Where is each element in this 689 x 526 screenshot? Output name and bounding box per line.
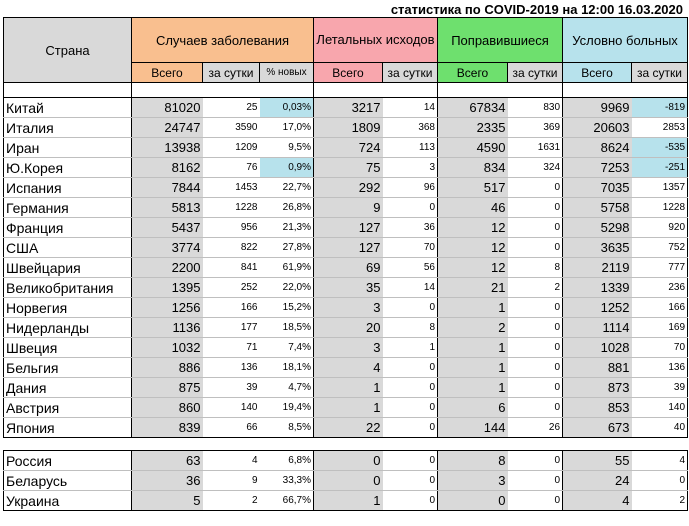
- recovered-per-day-cell: 830: [508, 98, 563, 118]
- recovered-total-cell: 12: [438, 218, 508, 238]
- deaths-per-day-cell: 0: [383, 471, 438, 491]
- active-per-day-cell: 2: [632, 491, 688, 511]
- cases-total-cell: 1032: [132, 338, 203, 358]
- table-row: [4, 158, 688, 178]
- table-row: [4, 451, 688, 471]
- deaths-total-cell: 22: [314, 418, 383, 438]
- recovered-total-cell: 1: [438, 298, 508, 318]
- active-total-cell: 1252: [563, 298, 632, 318]
- cases-pct-new-cell: 27,8%: [260, 238, 314, 258]
- recovered-per-day-cell: 0: [508, 318, 563, 338]
- active-total-cell: 853: [563, 398, 632, 418]
- recovered-per-day-cell: 0: [508, 491, 563, 511]
- cases-per-day-cell: 136: [203, 358, 260, 378]
- cases-per-day-cell: 177: [203, 318, 260, 338]
- deaths-per-day-cell: 368: [383, 118, 438, 138]
- deaths-total-header: Всего: [314, 63, 383, 83]
- cases-pct-new-cell: 6,8%: [260, 451, 314, 471]
- active-per-day-cell: 169: [632, 318, 688, 338]
- spacer-cell: [563, 83, 632, 98]
- cases-total-cell: 886: [132, 358, 203, 378]
- recovered-total-cell: 2: [438, 318, 508, 338]
- active-total-cell: 1339: [563, 278, 632, 298]
- spacer-cell: [203, 438, 260, 451]
- table-row: [4, 358, 688, 378]
- recovered-per-day-cell: 324: [508, 158, 563, 178]
- deaths-total-cell: 1: [314, 378, 383, 398]
- table-row: [4, 198, 688, 218]
- spacer-cell: [260, 83, 314, 98]
- recovered-per-day-header: за сутки: [508, 63, 563, 83]
- deaths-per-day-cell: 0: [383, 198, 438, 218]
- table-row: [4, 98, 688, 118]
- cases-pct-new-cell: 0,03%: [260, 98, 314, 118]
- country-cell: Бельгия: [4, 358, 132, 378]
- deaths-header-label: Летальных исходов: [316, 32, 435, 47]
- country-cell: Великобритания: [4, 278, 132, 298]
- active-total-cell: 881: [563, 358, 632, 378]
- cases-per-day-cell: 1209: [203, 138, 260, 158]
- active-per-day-header: за сутки: [632, 63, 688, 83]
- table-row: [4, 471, 688, 491]
- recovered-header: Поправившиеся: [438, 18, 563, 63]
- page-title: статистика по COVID-2019 на 12:00 16.03.2020: [390, 2, 683, 17]
- table-row: [4, 178, 688, 198]
- deaths-total-cell: 9: [314, 198, 383, 218]
- active-total-cell: 7035: [563, 178, 632, 198]
- cases-pct-new-cell: 19,4%: [260, 398, 314, 418]
- cases-total-cell: 5437: [132, 218, 203, 238]
- spacer-cell: [563, 438, 632, 451]
- table-row: [4, 298, 688, 318]
- active-per-day-cell: -251: [632, 158, 688, 178]
- table-row: [4, 398, 688, 418]
- recovered-total-cell: 67834: [438, 98, 508, 118]
- recovered-per-day-cell: 0: [508, 378, 563, 398]
- deaths-total-cell: 4: [314, 358, 383, 378]
- spacer-cell: [508, 83, 563, 98]
- cases-pct-new-cell: 8,5%: [260, 418, 314, 438]
- recovered-total-cell: 1: [438, 358, 508, 378]
- spacer-cell: [383, 438, 438, 451]
- deaths-per-day-cell: 70: [383, 238, 438, 258]
- table-row: [4, 491, 688, 511]
- table-row: [4, 238, 688, 258]
- recovered-per-day-cell: 0: [508, 471, 563, 491]
- deaths-per-day-cell: 113: [383, 138, 438, 158]
- active-per-day-cell: 136: [632, 358, 688, 378]
- country-cell: Испания: [4, 178, 132, 198]
- country-cell: Франция: [4, 218, 132, 238]
- recovered-total-cell: 46: [438, 198, 508, 218]
- spacer-cell: [383, 83, 438, 98]
- deaths-per-day-cell: 14: [383, 278, 438, 298]
- deaths-per-day-cell: 14: [383, 98, 438, 118]
- country-cell: Украина: [4, 491, 132, 511]
- active-per-day-cell: 140: [632, 398, 688, 418]
- active-total-cell: 3635: [563, 238, 632, 258]
- recovered-total-cell: 0: [438, 491, 508, 511]
- country-cell: Китай: [4, 98, 132, 118]
- spacer-row: [4, 83, 688, 98]
- cases-per-day-cell: 9: [203, 471, 260, 491]
- cases-total-cell: 839: [132, 418, 203, 438]
- deaths-total-cell: 0: [314, 471, 383, 491]
- deaths-per-day-cell: 3: [383, 158, 438, 178]
- recovered-total-cell: 1: [438, 378, 508, 398]
- active-per-day-cell: -819: [632, 98, 688, 118]
- recovered-total-cell: 834: [438, 158, 508, 178]
- recovered-per-day-cell: 369: [508, 118, 563, 138]
- spacer-cell: [203, 83, 260, 98]
- table-row: [4, 318, 688, 338]
- recovered-per-day-cell: 0: [508, 398, 563, 418]
- deaths-per-day-cell: 0: [383, 298, 438, 318]
- country-cell: Италия: [4, 118, 132, 138]
- active-total-cell: 5298: [563, 218, 632, 238]
- cases-pct-new-cell: 22,7%: [260, 178, 314, 198]
- cases-total-cell: 1136: [132, 318, 203, 338]
- active-per-day-cell: 166: [632, 298, 688, 318]
- active-total-cell: 1028: [563, 338, 632, 358]
- deaths-total-cell: 35: [314, 278, 383, 298]
- cases-pct-new-cell: 7,4%: [260, 338, 314, 358]
- active-total-cell: 7253: [563, 158, 632, 178]
- cases-total-cell: 13938: [132, 138, 203, 158]
- cases-total-cell: 1395: [132, 278, 203, 298]
- cases-pct-new-cell: 18,5%: [260, 318, 314, 338]
- cases-total-cell: 24747: [132, 118, 203, 138]
- recovered-per-day-cell: 2: [508, 278, 563, 298]
- cases-per-day-cell: 4: [203, 451, 260, 471]
- spacer-cell: [132, 438, 203, 451]
- cases-per-day-cell: 1453: [203, 178, 260, 198]
- cases-pct-new-cell: 61,9%: [260, 258, 314, 278]
- country-cell: Иран: [4, 138, 132, 158]
- country-cell: Беларусь: [4, 471, 132, 491]
- deaths-per-day-cell: 36: [383, 218, 438, 238]
- cases-pct-new-cell: 17,0%: [260, 118, 314, 138]
- recovered-per-day-cell: 0: [508, 178, 563, 198]
- cases-total-cell: 3774: [132, 238, 203, 258]
- deaths-total-cell: 1809: [314, 118, 383, 138]
- cases-total-cell: 8162: [132, 158, 203, 178]
- recovered-total-cell: 2335: [438, 118, 508, 138]
- table-row: [4, 278, 688, 298]
- deaths-per-day-cell: 0: [383, 451, 438, 471]
- active-per-day-cell: 2853: [632, 118, 688, 138]
- deaths-total-cell: 724: [314, 138, 383, 158]
- table-row: [4, 378, 688, 398]
- spacer-cell: [508, 438, 563, 451]
- deaths-total-cell: 292: [314, 178, 383, 198]
- active-per-day-cell: 920: [632, 218, 688, 238]
- active-per-day-cell: 4: [632, 451, 688, 471]
- cases-per-day-cell: 956: [203, 218, 260, 238]
- table-row: [4, 138, 688, 158]
- spacer-cell: [632, 438, 688, 451]
- deaths-total-cell: 127: [314, 238, 383, 258]
- country-cell: США: [4, 238, 132, 258]
- deaths-total-cell: 3217: [314, 98, 383, 118]
- recovered-per-day-cell: 0: [508, 218, 563, 238]
- deaths-total-cell: 3: [314, 298, 383, 318]
- table-row: [4, 418, 688, 438]
- table-body: [4, 83, 688, 511]
- deaths-per-day-cell: 8: [383, 318, 438, 338]
- active-per-day-cell: 752: [632, 238, 688, 258]
- cases-per-day-cell: 1228: [203, 198, 260, 218]
- recovered-total-cell: 144: [438, 418, 508, 438]
- cases-per-day-cell: 71: [203, 338, 260, 358]
- recovered-total-cell: 12: [438, 258, 508, 278]
- active-per-day-cell: 0: [632, 471, 688, 491]
- recovered-total-cell: 21: [438, 278, 508, 298]
- cases-per-day-cell: 2: [203, 491, 260, 511]
- cases-total-cell: 875: [132, 378, 203, 398]
- deaths-total-cell: 75: [314, 158, 383, 178]
- country-cell: Швейцария: [4, 258, 132, 278]
- cases-total-cell: 5: [132, 491, 203, 511]
- cases-pct-new-cell: 0,9%: [260, 158, 314, 178]
- country-cell: Россия: [4, 451, 132, 471]
- deaths-per-day-cell: 56: [383, 258, 438, 278]
- recovered-per-day-cell: 0: [508, 238, 563, 258]
- country-cell: Австрия: [4, 398, 132, 418]
- cases-total-cell: 2200: [132, 258, 203, 278]
- active-per-day-cell: 236: [632, 278, 688, 298]
- cases-per-day-cell: 3590: [203, 118, 260, 138]
- deaths-total-cell: 0: [314, 451, 383, 471]
- active-per-day-cell: 777: [632, 258, 688, 278]
- country-cell: Норвегия: [4, 298, 132, 318]
- active-total-cell: 673: [563, 418, 632, 438]
- cases-per-day-cell: 166: [203, 298, 260, 318]
- recovered-per-day-cell: 0: [508, 198, 563, 218]
- deaths-header: [314, 18, 438, 63]
- country-cell: Нидерланды: [4, 318, 132, 338]
- recovered-total-cell: 8: [438, 451, 508, 471]
- active-per-day-cell: 39: [632, 378, 688, 398]
- recovered-per-day-cell: 8: [508, 258, 563, 278]
- spacer-cell: [4, 83, 132, 98]
- active-per-day-cell: -535: [632, 138, 688, 158]
- deaths-per-day-cell: 0: [383, 418, 438, 438]
- spacer-cell: [314, 83, 383, 98]
- cases-total-cell: 7844: [132, 178, 203, 198]
- cases-per-day-cell: 25: [203, 98, 260, 118]
- recovered-per-day-cell: 0: [508, 338, 563, 358]
- cases-pct-header: % новых: [260, 63, 314, 83]
- cases-pct-new-cell: 26,8%: [260, 198, 314, 218]
- recovered-total-cell: 1: [438, 338, 508, 358]
- cases-pct-new-cell: 22,0%: [260, 278, 314, 298]
- recovered-per-day-cell: 0: [508, 358, 563, 378]
- cases-total-cell: 36: [132, 471, 203, 491]
- deaths-per-day-cell: 0: [383, 358, 438, 378]
- cases-header: Случаев заболевания: [132, 18, 314, 63]
- recovered-total-cell: 6: [438, 398, 508, 418]
- recovered-total-cell: 517: [438, 178, 508, 198]
- country-cell: Германия: [4, 198, 132, 218]
- cases-pct-new-cell: 66,7%: [260, 491, 314, 511]
- active-per-day-cell: 40: [632, 418, 688, 438]
- active-total-cell: 9969: [563, 98, 632, 118]
- deaths-total-cell: 1: [314, 491, 383, 511]
- deaths-per-day-cell: 1: [383, 338, 438, 358]
- deaths-per-day-cell: 96: [383, 178, 438, 198]
- table-row: [4, 258, 688, 278]
- recovered-total-cell: 4590: [438, 138, 508, 158]
- country-cell: Дания: [4, 378, 132, 398]
- spacer-cell: [438, 438, 508, 451]
- active-per-day-cell: 1228: [632, 198, 688, 218]
- spacer-cell: [4, 438, 132, 451]
- active-total-cell: 2119: [563, 258, 632, 278]
- active-total-cell: 8624: [563, 138, 632, 158]
- table-row: [4, 338, 688, 358]
- cases-total-cell: 860: [132, 398, 203, 418]
- spacer-cell: [438, 83, 508, 98]
- recovered-per-day-cell: 0: [508, 298, 563, 318]
- country-cell: Швеция: [4, 338, 132, 358]
- active-total-cell: 1114: [563, 318, 632, 338]
- cases-total-cell: 81020: [132, 98, 203, 118]
- deaths-per-day-cell: 0: [383, 491, 438, 511]
- cases-per-day-header: за сутки: [203, 63, 260, 83]
- cases-pct-new-cell: 4,7%: [260, 378, 314, 398]
- cases-total-cell: 5813: [132, 198, 203, 218]
- cases-per-day-cell: 39: [203, 378, 260, 398]
- active-total-cell: 20603: [563, 118, 632, 138]
- cases-pct-new-cell: 15,2%: [260, 298, 314, 318]
- spacer-row: [4, 438, 688, 451]
- country-cell: Япония: [4, 418, 132, 438]
- cases-pct-new-cell: 18,1%: [260, 358, 314, 378]
- cases-pct-new-cell: 21,3%: [260, 218, 314, 238]
- cases-total-header: Всего: [132, 63, 203, 83]
- deaths-total-cell: 3: [314, 338, 383, 358]
- active-total-cell: 4: [563, 491, 632, 511]
- active-total-cell: 5758: [563, 198, 632, 218]
- deaths-total-cell: 69: [314, 258, 383, 278]
- recovered-total-header: Всего: [438, 63, 508, 83]
- deaths-per-day-header: за сутки: [383, 63, 438, 83]
- active-header: Условно больных: [563, 18, 688, 63]
- spacer-cell: [314, 438, 383, 451]
- active-total-cell: 55: [563, 451, 632, 471]
- cases-per-day-cell: 822: [203, 238, 260, 258]
- recovered-per-day-cell: 26: [508, 418, 563, 438]
- recovered-per-day-cell: 0: [508, 451, 563, 471]
- active-total-cell: 24: [563, 471, 632, 491]
- cases-pct-new-cell: 9,5%: [260, 138, 314, 158]
- cases-per-day-cell: 76: [203, 158, 260, 178]
- cases-pct-new-cell: 33,3%: [260, 471, 314, 491]
- recovered-per-day-cell: 1631: [508, 138, 563, 158]
- active-per-day-cell: 70: [632, 338, 688, 358]
- deaths-per-day-cell: 0: [383, 378, 438, 398]
- spacer-cell: [632, 83, 688, 98]
- cases-per-day-cell: 140: [203, 398, 260, 418]
- active-per-day-cell: 1357: [632, 178, 688, 198]
- active-total-header: Всего: [563, 63, 632, 83]
- country-header: Страна: [4, 18, 132, 83]
- spacer-cell: [132, 83, 203, 98]
- recovered-total-cell: 3: [438, 471, 508, 491]
- spacer-cell: [260, 438, 314, 451]
- deaths-total-cell: 127: [314, 218, 383, 238]
- deaths-total-cell: 20: [314, 318, 383, 338]
- country-cell: Ю.Корея: [4, 158, 132, 178]
- cases-total-cell: 63: [132, 451, 203, 471]
- cases-per-day-cell: 66: [203, 418, 260, 438]
- recovered-total-cell: 12: [438, 238, 508, 258]
- cases-total-cell: 1256: [132, 298, 203, 318]
- table-row: [4, 118, 688, 138]
- covid-stats-table: [3, 17, 688, 511]
- table-row: [4, 218, 688, 238]
- active-total-cell: 873: [563, 378, 632, 398]
- cases-per-day-cell: 841: [203, 258, 260, 278]
- cases-per-day-cell: 252: [203, 278, 260, 298]
- deaths-total-cell: 1: [314, 398, 383, 418]
- deaths-per-day-cell: 0: [383, 398, 438, 418]
